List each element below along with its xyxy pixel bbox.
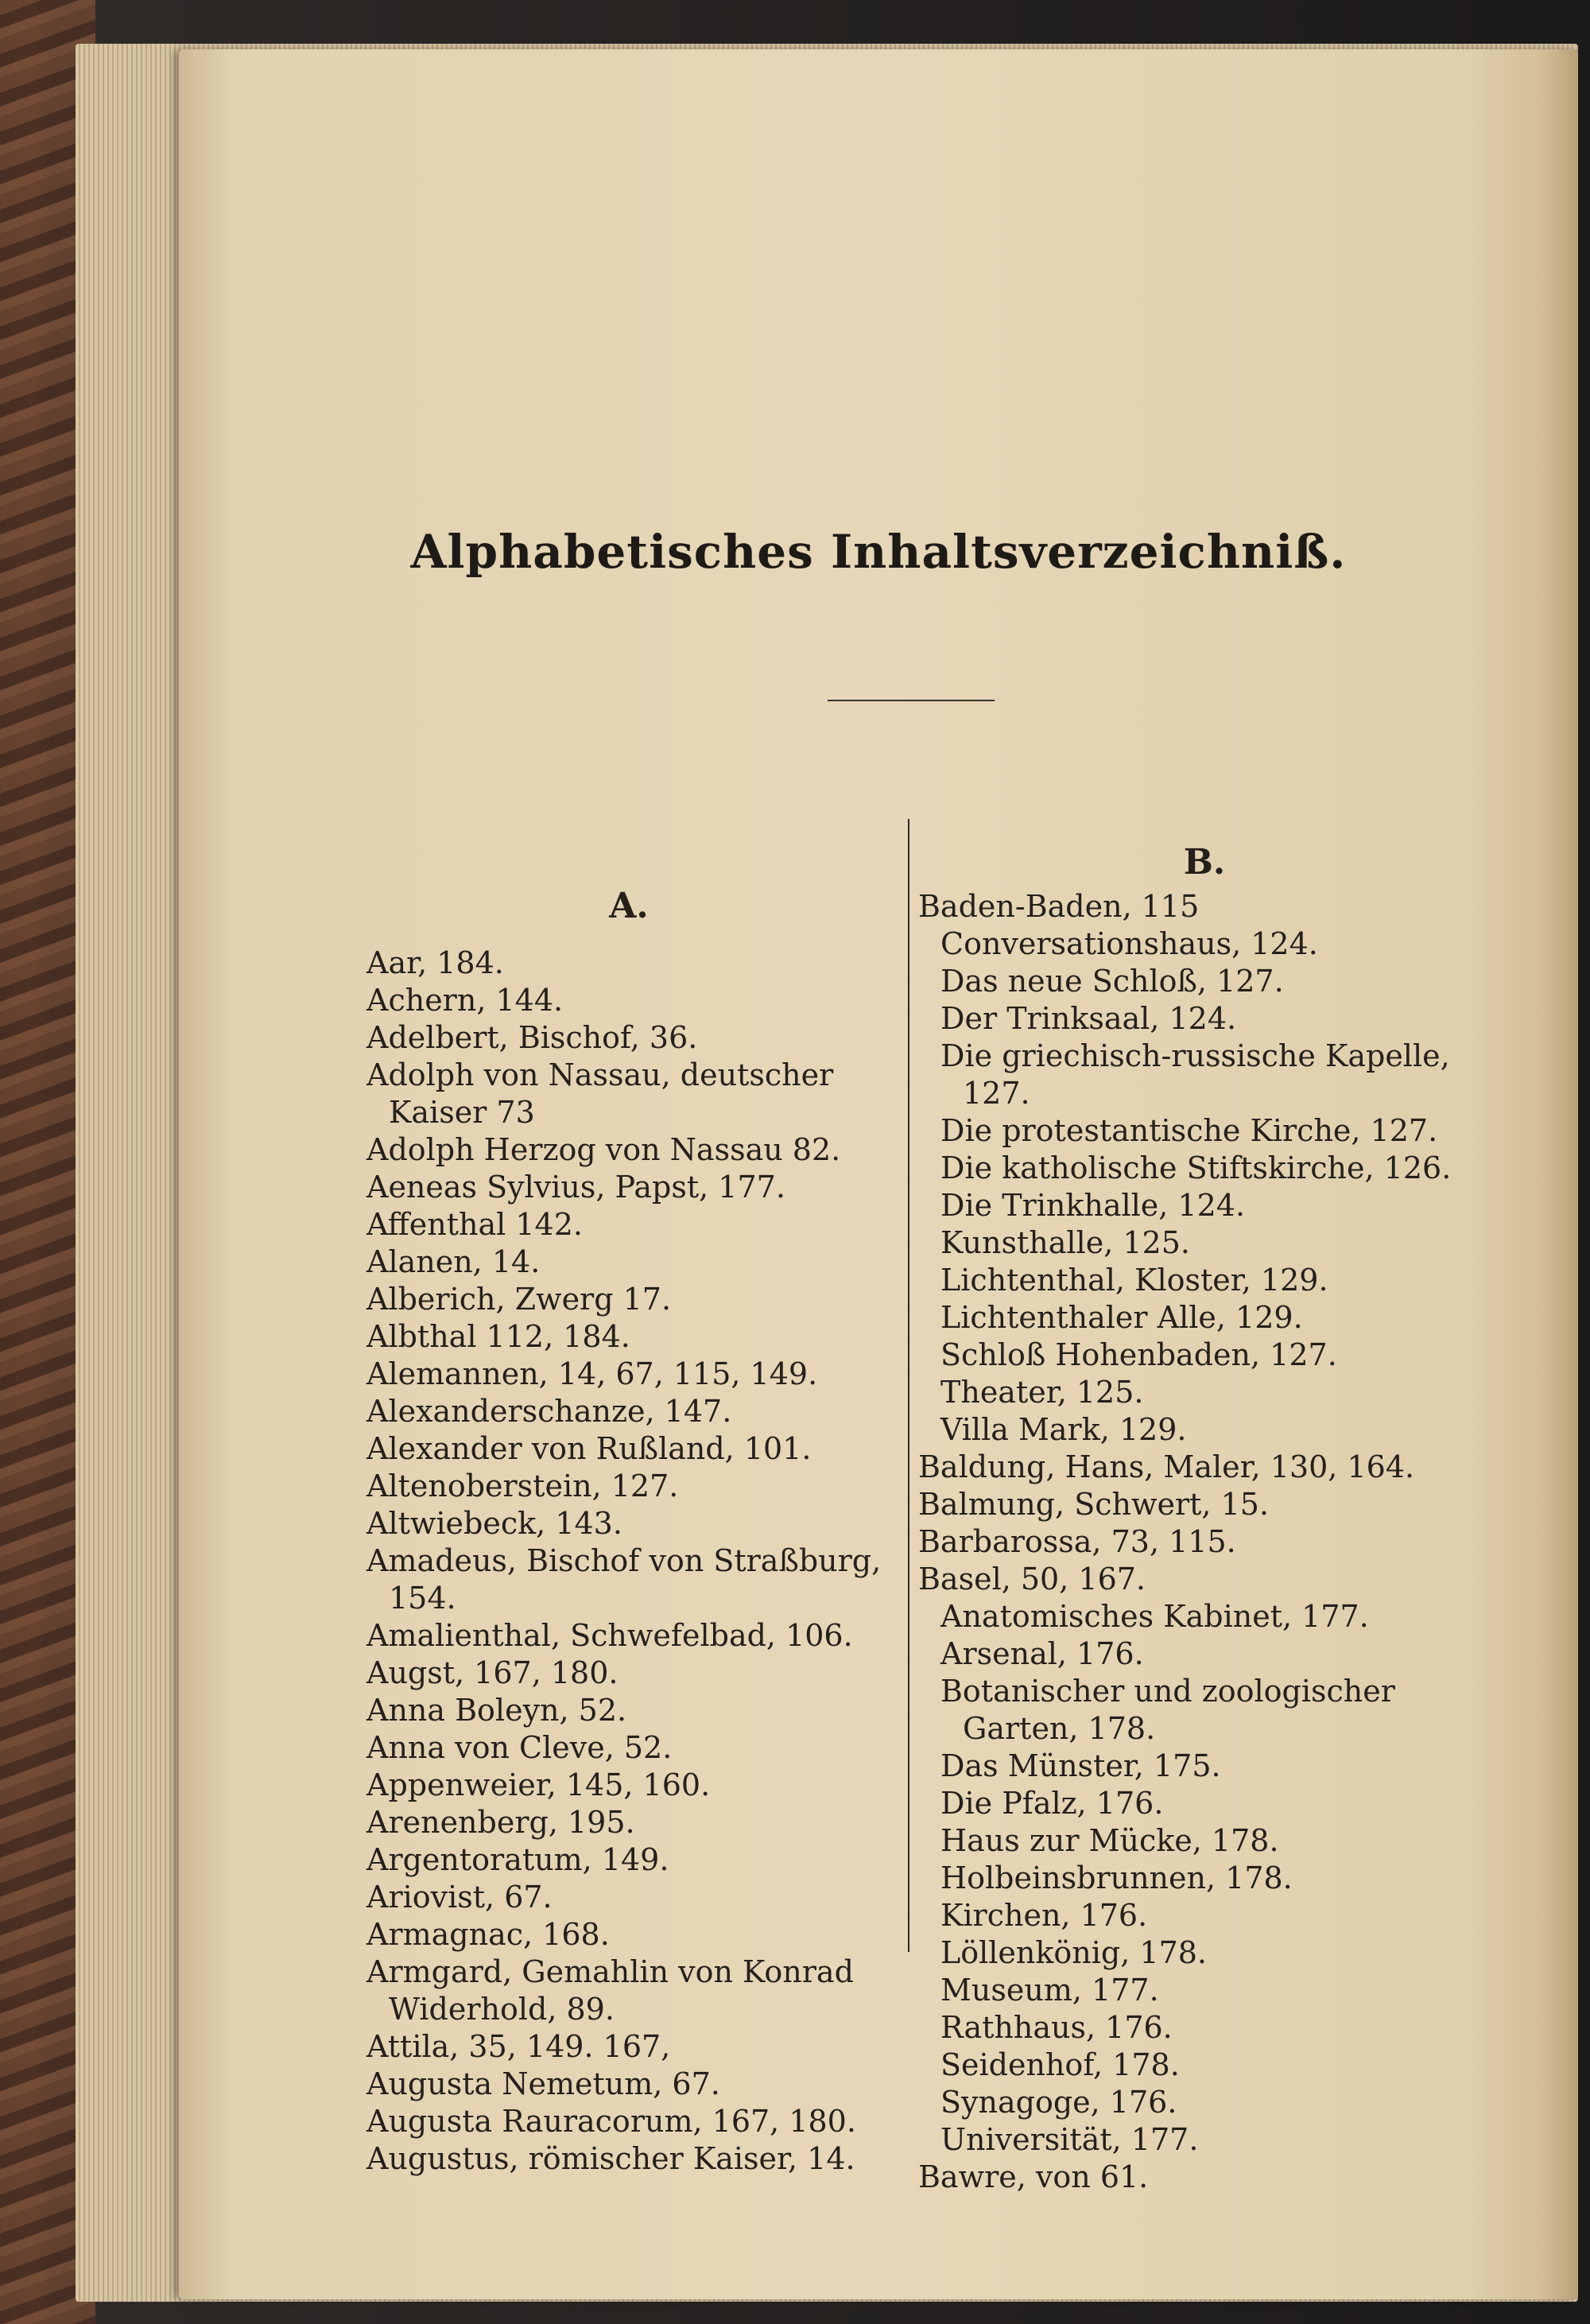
index-entry: Alemannen, 14, 67, 115, 149. (366, 1356, 818, 1391)
index-entry: Achern, 144. (366, 983, 564, 1018)
index-subentry: Kunsthalle, 125. (940, 1225, 1190, 1260)
index-entry: Adolph von Nassau, deutscher Kaiser 73 (366, 1057, 834, 1130)
index-entry: Armgard, Gemahlin von Konrad Widerhold, 89. (366, 1954, 854, 2027)
index-entry: Basel, 50, 167. (918, 1562, 1146, 1597)
index-entry: Bawre, von 61. (918, 2159, 1149, 2194)
index-subentry: Die griechisch-russische Kapelle, 127. (940, 1038, 1450, 1111)
index-subentry: Der Trinksaal, 124. (940, 1001, 1237, 1036)
index-entry: Adelbert, Bischof, 36. (366, 1020, 698, 1055)
index-subentry: Arsenal, 176. (940, 1636, 1144, 1671)
index-entry: Aar, 184. (366, 945, 504, 980)
index-entry: Augst, 167, 180. (366, 1655, 619, 1690)
index-subentry: Synagoge, 176. (940, 2085, 1177, 2120)
index-entry: Amadeus, Bischof von Straßburg, 154. (366, 1543, 882, 1616)
index-subentry: Holbeinsbrunnen, 178. (940, 1860, 1293, 1895)
index-subentry: Lichtenthal, Kloster, 129. (940, 1263, 1328, 1298)
page-title: Alphabetisches Inhaltsverzeichniß. (410, 525, 1347, 579)
index-entry: Argentoratum, 149. (366, 1842, 669, 1877)
index-subentry: Die Pfalz, 176. (940, 1786, 1164, 1821)
index-subentry: Das Münster, 175. (940, 1748, 1221, 1783)
index-subentry: Die protestantische Kirche, 127. (940, 1113, 1438, 1148)
entry-list-b (918, 888, 1491, 2196)
index-entry: Attila, 35, 149. 167, (366, 2029, 671, 2064)
entry-list-a (366, 945, 891, 2178)
index-entry: Anna Boleyn, 52. (366, 1693, 627, 1728)
index-subentry: Villa Mark, 129. (940, 1412, 1187, 1447)
index-entry: Anna von Cleve, 52. (366, 1730, 673, 1765)
index-entry: Albthal 112, 184. (366, 1319, 630, 1354)
index-column-a (366, 884, 891, 2178)
index-subentry: Die katholische Stiftskirche, 126. (940, 1150, 1452, 1185)
index-column-b (918, 840, 1491, 2196)
index-subentry: Museum, 177. (940, 1973, 1159, 2008)
index-entry: Alexanderschanze, 147. (366, 1394, 732, 1429)
index-subentry: Das neue Schloß, 127. (940, 964, 1284, 999)
title-rule (828, 700, 995, 701)
index-entry: Altwiebeck, 143. (366, 1506, 622, 1541)
index-entry: Adolph Herzog von Nassau 82. (366, 1132, 841, 1167)
index-entry: Ariovist, 67. (366, 1880, 553, 1915)
index-subentry: Rathhaus, 176. (940, 2010, 1173, 2045)
book-page (179, 49, 1578, 2299)
section-letter-b: B. (1183, 842, 1226, 883)
index-subentry: Schloß Hohenbaden, 127. (940, 1337, 1337, 1372)
index-entry: Augustus, römischer Kaiser, 14. (366, 2141, 855, 2176)
column-divider (908, 819, 909, 1952)
index-entry: Baden-Baden, 115 (918, 889, 1200, 924)
index-entry: Armagnac, 168. (366, 1917, 610, 1952)
index-subentry: Kirchen, 176. (940, 1898, 1148, 1933)
index-entry: Amalienthal, Schwefelbad, 106. (366, 1618, 853, 1653)
index-entry: Augusta Nemetum, 67. (366, 2066, 720, 2101)
index-entry: Arenenberg, 195. (366, 1805, 635, 1840)
index-subentry: Universität, 177. (940, 2122, 1199, 2157)
index-entry: Affenthal 142. (366, 1207, 583, 1242)
index-entry: Alexander von Rußland, 101. (366, 1431, 812, 1466)
index-subentry: Die Trinkhalle, 124. (940, 1188, 1246, 1223)
section-letter-a: A. (609, 886, 649, 926)
index-entry: Appenweier, 145, 160. (366, 1767, 711, 1802)
index-subentry: Seidenhof, 178. (940, 2047, 1180, 2082)
index-entry: Altenoberstein, 127. (366, 1469, 679, 1503)
index-entry: Baldung, Hans, Maler, 130, 164. (918, 1449, 1415, 1484)
index-subentry: Anatomisches Kabinet, 177. (940, 1599, 1369, 1634)
index-entry: Aeneas Sylvius, Papst, 177. (366, 1170, 785, 1205)
index-entry: Alanen, 14. (366, 1244, 541, 1279)
index-subentry: Lichtenthaler Alle, 129. (940, 1300, 1303, 1335)
index-subentry: Theater, 125. (940, 1375, 1144, 1410)
index-subentry: Haus zur Mücke, 178. (940, 1823, 1279, 1858)
index-subentry: Löllenkönig, 178. (940, 1935, 1208, 1970)
index-subentry: Botanischer und zoologischer Garten, 178. (940, 1674, 1395, 1746)
index-entry: Augusta Rauracorum, 167, 180. (366, 2104, 856, 2139)
index-entry: Barbarossa, 73, 115. (918, 1524, 1236, 1559)
index-entry: Alberich, Zwerg 17. (366, 1282, 672, 1317)
index-entry: Balmung, Schwert, 15. (918, 1487, 1270, 1522)
index-subentry: Conversationshaus, 124. (940, 926, 1318, 961)
